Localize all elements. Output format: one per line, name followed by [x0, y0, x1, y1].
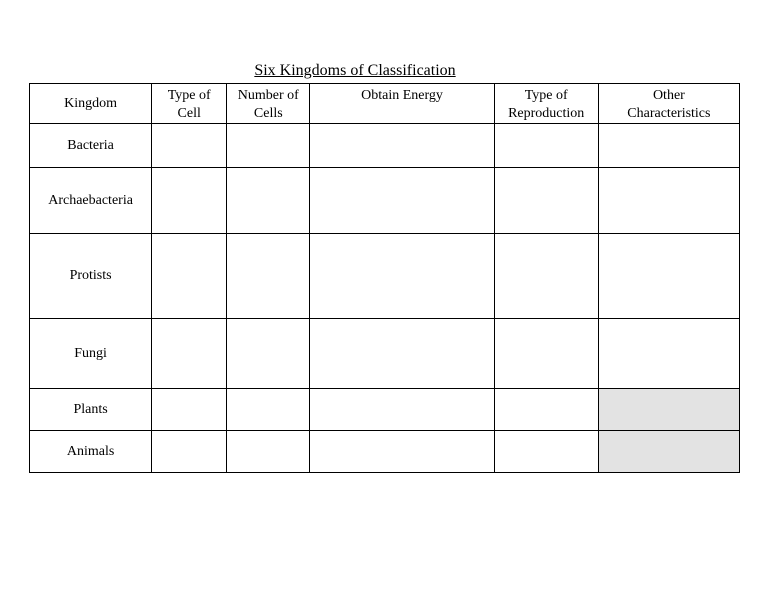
header-type-of-reproduction-line1: Type of	[524, 88, 568, 103]
answer-cell[interactable]	[598, 168, 739, 234]
answer-cell[interactable]	[227, 431, 310, 473]
header-type-of-cell-line2: Cell	[177, 106, 201, 121]
answer-cell[interactable]	[598, 234, 739, 319]
header-obtain-energy-label: Obtain Energy	[361, 88, 443, 103]
answer-cell[interactable]	[227, 319, 310, 389]
kingdom-cell-protists: Protists	[30, 234, 152, 319]
answer-cell[interactable]	[152, 431, 227, 473]
answer-cell[interactable]	[494, 168, 598, 234]
header-row	[30, 84, 740, 124]
answer-cell[interactable]	[227, 168, 310, 234]
answer-cell[interactable]	[310, 234, 494, 319]
answer-cell[interactable]	[494, 124, 598, 168]
header-other-characteristics-line2: Characteristics	[627, 106, 711, 121]
answer-cell[interactable]	[152, 389, 227, 431]
worksheet-title: Six Kingdoms of Classification	[254, 62, 456, 79]
answer-cell[interactable]	[310, 168, 494, 234]
header-number-of-cells-line2: Cells	[253, 106, 283, 121]
header-other-characteristics	[598, 84, 739, 124]
table-row	[30, 431, 740, 473]
kingdom-cell-bacteria: Bacteria	[30, 124, 152, 168]
kingdom-cell-plants: Plants	[30, 389, 152, 431]
header-number-of-cells	[227, 84, 310, 124]
shaded-cell	[598, 431, 739, 473]
table-row	[30, 124, 740, 168]
answer-cell[interactable]	[310, 389, 494, 431]
header-kingdom	[30, 84, 152, 124]
table-row	[30, 234, 740, 319]
header-other-characteristics-line1: Other	[652, 88, 685, 103]
header-type-of-cell-line1: Type of	[167, 88, 211, 103]
answer-cell[interactable]	[494, 431, 598, 473]
answer-cell[interactable]	[227, 124, 310, 168]
answer-cell[interactable]	[152, 234, 227, 319]
answer-cell[interactable]	[152, 168, 227, 234]
answer-cell[interactable]	[310, 431, 494, 473]
table-row	[30, 389, 740, 431]
table-row	[30, 319, 740, 389]
answer-cell[interactable]	[310, 124, 494, 168]
classification-table	[29, 83, 740, 473]
header-type-of-reproduction-line2: Reproduction	[508, 106, 585, 121]
answer-cell[interactable]	[494, 319, 598, 389]
header-type-of-cell	[152, 84, 227, 124]
header-type-of-reproduction	[494, 84, 598, 124]
answer-cell[interactable]	[227, 389, 310, 431]
answer-cell[interactable]	[494, 234, 598, 319]
header-kingdom-label: Kingdom	[64, 95, 118, 111]
answer-cell[interactable]	[598, 319, 739, 389]
answer-cell[interactable]	[310, 319, 494, 389]
answer-cell[interactable]	[152, 124, 227, 168]
answer-cell[interactable]	[227, 234, 310, 319]
answer-cell[interactable]	[494, 389, 598, 431]
answer-cell[interactable]	[598, 124, 739, 168]
answer-cell[interactable]	[152, 319, 227, 389]
header-obtain-energy	[310, 84, 494, 124]
table-row	[30, 168, 740, 234]
kingdom-cell-animals: Animals	[30, 431, 152, 473]
kingdom-cell-fungi: Fungi	[30, 319, 152, 389]
header-number-of-cells-line1: Number of	[237, 88, 299, 103]
kingdom-cell-archaebacteria: Archaebacteria	[30, 168, 152, 234]
shaded-cell	[598, 389, 739, 431]
